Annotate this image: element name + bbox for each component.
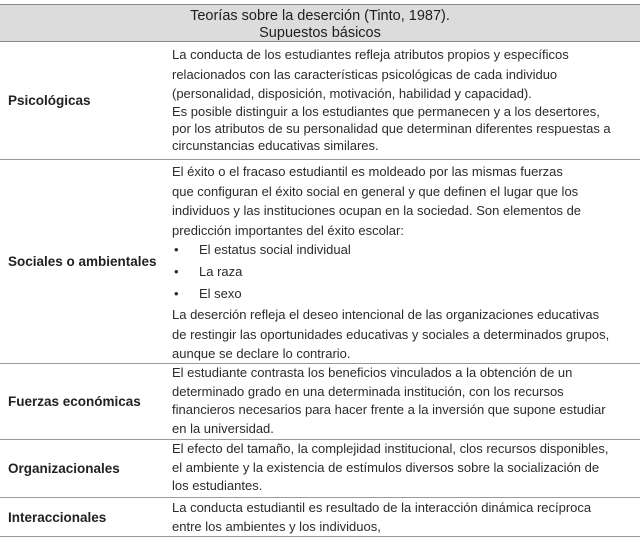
row-description: [172, 440, 634, 495]
bullet-icon: •: [174, 264, 179, 279]
table-row: [0, 498, 640, 537]
text-line: La deserción refleja el deseo intencional de las organizaciones educativas: [172, 307, 600, 322]
text-line: los estudiantes.: [172, 478, 263, 493]
row-label: Psicológicas: [8, 93, 91, 108]
bullet-icon: •: [174, 286, 179, 301]
text-line: de restingir las oportunidades educativas y sociales a determinados grupos,: [172, 326, 610, 342]
bullet-item: [172, 283, 634, 305]
text-line: La conducta de los estudiantes refleja atributos propios y específicos: [172, 47, 569, 62]
title-line-1: Teorías sobre la deserción (Tinto, 1987).: [190, 8, 450, 24]
text-line: que configuran el éxito social en general y que definen el lugar que los: [172, 183, 579, 199]
text-line: individuos y las instituciones ocupan en la sociedad. Son elementos de: [172, 203, 582, 218]
row-description: [172, 364, 634, 437]
row-description: [172, 162, 634, 363]
text-line: por los atributos de su personalidad que determinan diferentes respuestas a: [172, 120, 611, 136]
table-row: [0, 440, 640, 498]
table-row: [0, 160, 640, 364]
text-line: El estudiante contrasta los beneficios vinculados a la obtención de un: [172, 365, 573, 380]
table-header: [0, 4, 640, 42]
bullet-text: El estatus social individual: [199, 242, 351, 257]
text-line: relacionados con las características psicológicas de cada individuo: [172, 66, 558, 82]
text-line: entre los ambientes y los individuos,: [172, 519, 381, 534]
text-line: El éxito o el fracaso estudiantil es moldeado por las mismas fuerzas: [172, 164, 563, 179]
table-row: [0, 42, 640, 160]
text-line: el ambiente y la existencia de estímulos diversos sobre la socialización de: [172, 459, 600, 475]
bullet-item: [172, 261, 634, 283]
row-description: [172, 498, 634, 535]
text-line: determinado grado en una determinada institución, con los recursos: [172, 383, 564, 399]
text-line: predicción importantes del éxito escolar:: [172, 222, 404, 238]
row-label: Interaccionales: [8, 509, 107, 525]
row-label: Sociales o ambientales: [8, 254, 157, 269]
text-line: financieros necesarios para hacer frente a la inversión que supone estudiar: [172, 402, 606, 417]
title-line-2: Supuestos básicos: [259, 25, 381, 41]
text-line: El efecto del tamaño, la complejidad institucional, clos recursos disponibles,: [172, 441, 609, 456]
row-label: Fuerzas económicas: [8, 394, 141, 409]
bullet-item: [172, 239, 634, 261]
text-line: Es posible distinguir a los estudiantes que permanecen y a los desertores,: [172, 103, 600, 119]
theories-table: [0, 4, 640, 537]
text-line: circunstancias educativas similares.: [172, 137, 379, 153]
table-row: [0, 364, 640, 440]
bullet-text: La raza: [199, 264, 243, 279]
bullet-text: El sexo: [199, 286, 242, 301]
text-line: en la universidad.: [172, 420, 274, 436]
row-label: Organizacionales: [8, 461, 120, 476]
bullet-icon: •: [174, 242, 179, 257]
text-line: (personalidad, disposición, motivación, habilidad y capacidad).: [172, 86, 532, 101]
row-description: [172, 45, 634, 153]
text-line: La conducta estudiantil es resultado de la interacción dinámica recíproca: [172, 500, 592, 515]
text-line: aunque se declare lo contrario.: [172, 346, 351, 361]
